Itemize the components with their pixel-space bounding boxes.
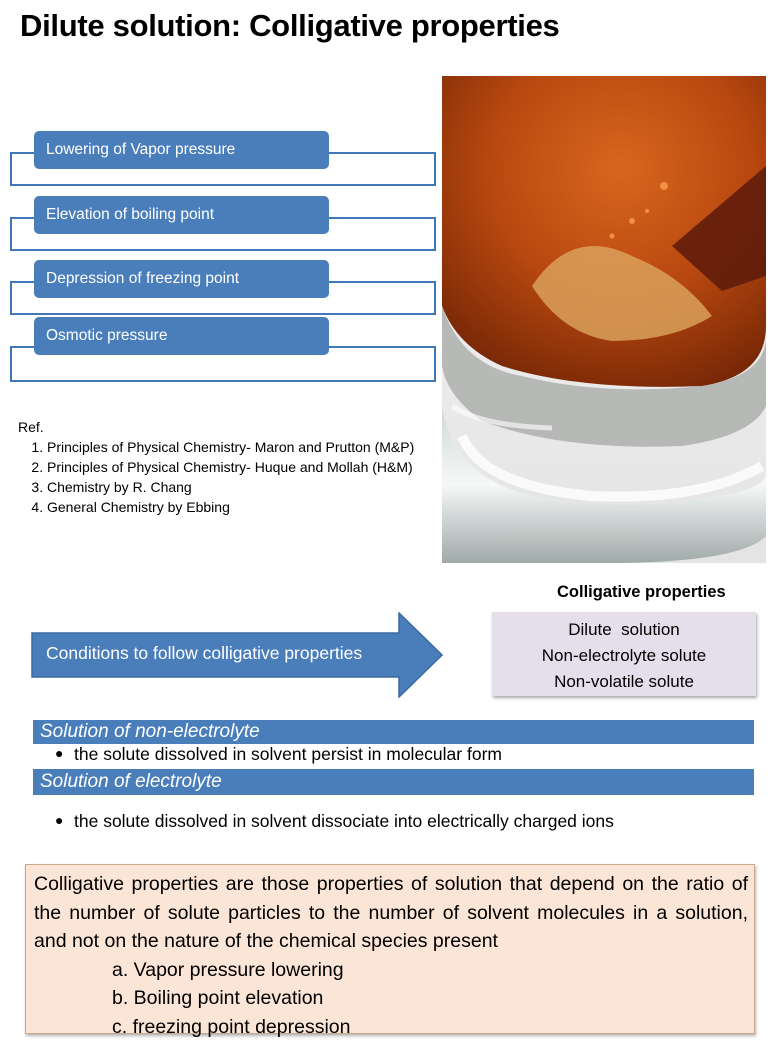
conditions-box bbox=[492, 612, 756, 696]
references-list bbox=[18, 437, 428, 517]
condition-item: Non-volatile solute bbox=[492, 669, 756, 695]
bullet-icon: ● bbox=[55, 745, 74, 761]
non-electrolyte-heading: Solution of non-electrolyte bbox=[33, 720, 754, 744]
tea-glass-photo bbox=[442, 76, 766, 563]
conditions-arrow-label: Conditions to follow colligative properties bbox=[46, 643, 362, 664]
bullet-text: the solute dissolved in solvent dissociate into electrically charged ions bbox=[74, 811, 614, 831]
definition-item: c. freezing point depression bbox=[34, 1013, 748, 1041]
definition-box bbox=[25, 864, 755, 1034]
electrolyte-bullet bbox=[55, 811, 614, 832]
bullet-text: the solute dissolved in solvent persist in molecular form bbox=[74, 744, 502, 764]
property-item-freezing-point: Depression of freezing point bbox=[34, 260, 329, 298]
tea-glass-illustration bbox=[442, 76, 766, 563]
bullet-icon: ● bbox=[55, 812, 74, 828]
condition-item: Dilute solution bbox=[492, 617, 756, 643]
definition-item: b. Boiling point elevation bbox=[34, 984, 748, 1013]
condition-item: Non-electrolyte solute bbox=[492, 643, 756, 669]
references bbox=[18, 417, 428, 517]
electrolyte-heading: Solution of electrolyte bbox=[33, 769, 754, 795]
reference-item: 1. Principles of Physical Chemistry- Maron and Prutton (M&P) bbox=[47, 437, 428, 457]
property-item-boiling-point: Elevation of boiling point bbox=[34, 196, 329, 234]
definition-text: Colligative properties are those properties of solution that depend on the ratio of the number of solute particles to the number of solvent molecules in a solution, and not on the nature of the chemical species present bbox=[34, 870, 748, 956]
references-heading: Ref. bbox=[18, 417, 428, 437]
page-title: Dilute solution: Colligative properties bbox=[20, 8, 559, 44]
conditions-box-heading: Colligative properties bbox=[557, 583, 726, 602]
property-item-osmotic-pressure: Osmotic pressure bbox=[34, 317, 329, 355]
property-item-vapor-pressure: Lowering of Vapor pressure bbox=[34, 131, 329, 169]
reference-item: 4. General Chemistry by Ebbing bbox=[47, 497, 428, 517]
reference-item: 2. Principles of Physical Chemistry- Huque and Mollah (H&M) bbox=[47, 457, 428, 477]
definition-item: a. Vapor pressure lowering bbox=[34, 956, 748, 985]
non-electrolyte-bullet bbox=[55, 744, 502, 765]
reference-item: 3. Chemistry by R. Chang bbox=[47, 477, 428, 497]
